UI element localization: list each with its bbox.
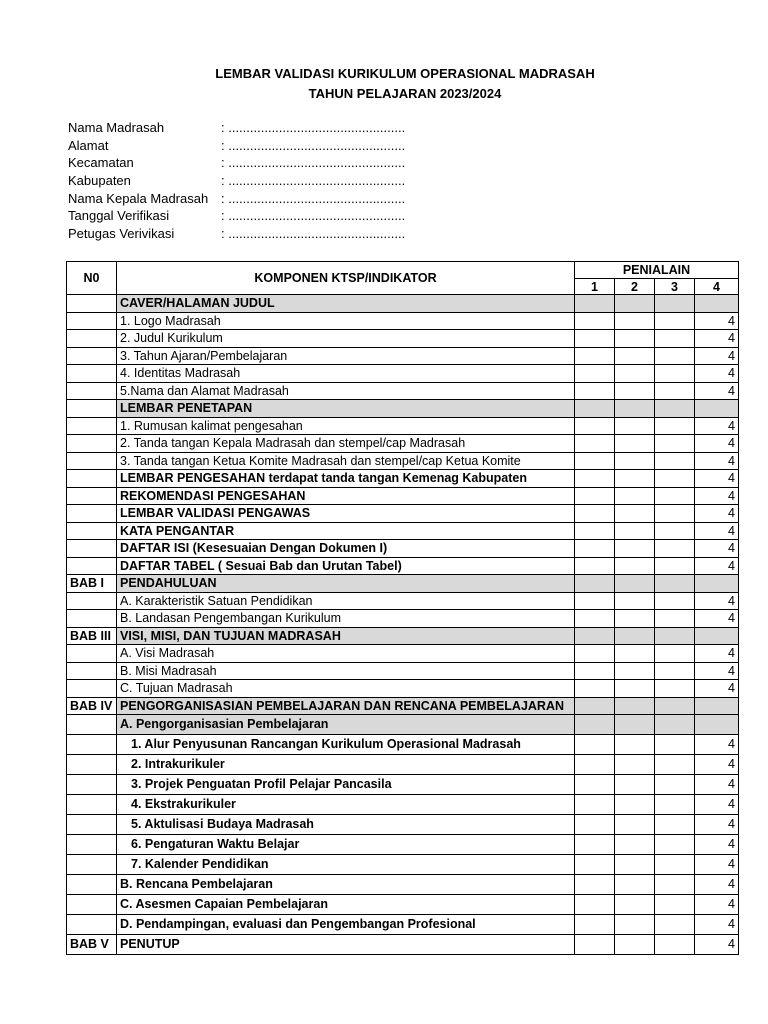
score-cell-4[interactable]: 4 (695, 755, 739, 775)
row-number-cell: BAB I (67, 575, 117, 593)
component-cell: C. Tujuan Madrasah (117, 680, 575, 698)
table-row (67, 735, 739, 755)
info-field-label: Kecamatan (68, 155, 134, 171)
table-row (67, 855, 739, 875)
document-title: LEMBAR VALIDASI KURIKULUM OPERASIONAL MADRASAH (215, 66, 595, 81)
score-cell-1[interactable] (575, 452, 615, 470)
component-cell: A. Visi Madrasah (117, 645, 575, 663)
score-cell-4[interactable] (695, 575, 739, 593)
score-cell-3[interactable] (655, 680, 695, 698)
table-row (67, 775, 739, 795)
score-cell-1[interactable] (575, 775, 615, 795)
score-cell-3[interactable] (655, 915, 695, 935)
info-field-value[interactable]: : ................................................. (221, 155, 406, 171)
row-number-cell (67, 855, 117, 875)
score-cell-1[interactable] (575, 487, 615, 505)
score-cell-3[interactable] (655, 875, 695, 895)
row-number-cell (67, 417, 117, 435)
score-cell-3[interactable] (655, 330, 695, 348)
table-row (67, 435, 739, 453)
column-header-penilaian: PENIALAIN (575, 262, 739, 279)
info-field-label: Nama Kepala Madrasah (68, 190, 209, 206)
score-cell-2[interactable] (615, 347, 655, 365)
score-cell-1[interactable] (575, 662, 615, 680)
score-cell-3[interactable] (655, 592, 695, 610)
score-cell-2[interactable] (615, 895, 655, 915)
score-cell-3[interactable] (655, 662, 695, 680)
table-row (67, 505, 739, 523)
table-row (67, 470, 739, 488)
component-cell: LEMBAR PENGESAHAN terdapat tanda tangan Kemenag Kabupaten (117, 470, 575, 488)
score-cell-1[interactable] (575, 435, 615, 453)
score-cell-4[interactable]: 4 (695, 435, 739, 453)
component-cell: C. Asesmen Capaian Pembelajaran (117, 895, 575, 915)
table-row (67, 400, 739, 418)
column-header-komponen: KOMPONEN KTSP/INDIKATOR (117, 262, 575, 295)
component-cell: 1. Rumusan kalimat pengesahan (117, 417, 575, 435)
score-cell-3[interactable] (655, 400, 695, 418)
row-number-cell (67, 452, 117, 470)
table-row (67, 347, 739, 365)
table-row (67, 487, 739, 505)
score-cell-3[interactable] (655, 795, 695, 815)
score-cell-2[interactable] (615, 935, 655, 955)
score-cell-1[interactable] (575, 835, 615, 855)
score-cell-4[interactable]: 4 (695, 645, 739, 663)
score-cell-3[interactable] (655, 487, 695, 505)
score-cell-3[interactable] (655, 365, 695, 383)
score-cell-2[interactable] (615, 312, 655, 330)
score-cell-2[interactable] (615, 735, 655, 755)
info-field-label: Alamat (68, 137, 109, 153)
score-cell-3[interactable] (655, 557, 695, 575)
table-row (67, 540, 739, 558)
score-cell-2[interactable] (615, 795, 655, 815)
score-cell-1[interactable] (575, 540, 615, 558)
row-number-cell (67, 330, 117, 348)
row-number-cell (67, 755, 117, 775)
table-row (67, 935, 739, 955)
component-cell: D. Pendampingan, evaluasi dan Pengembangan Profesional (117, 915, 575, 935)
table-row (67, 365, 739, 383)
score-cell-3[interactable] (655, 522, 695, 540)
score-cell-2[interactable] (615, 575, 655, 593)
row-number-cell (67, 895, 117, 915)
score-cell-4[interactable]: 4 (695, 795, 739, 815)
score-cell-1[interactable] (575, 365, 615, 383)
score-cell-4[interactable]: 4 (695, 610, 739, 628)
score-cell-4[interactable]: 4 (695, 452, 739, 470)
score-cell-3[interactable] (655, 815, 695, 835)
info-field-label: Kabupaten (68, 173, 131, 189)
component-cell: DAFTAR TABEL ( Sesuai Bab dan Urutan Tabel) (117, 557, 575, 575)
score-cell-2[interactable] (615, 645, 655, 663)
table-row (67, 592, 739, 610)
table-row (67, 627, 739, 645)
score-cell-4[interactable] (695, 400, 739, 418)
row-number-cell (67, 540, 117, 558)
score-cell-2[interactable] (615, 522, 655, 540)
score-cell-1[interactable] (575, 855, 615, 875)
info-field-value[interactable]: : ................................................. (221, 137, 406, 153)
score-cell-4[interactable]: 4 (695, 330, 739, 348)
component-cell: VISI, MISI, DAN TUJUAN MADRASAH (117, 627, 575, 645)
row-number-cell (67, 835, 117, 855)
score-cell-1[interactable] (575, 575, 615, 593)
score-cell-2[interactable] (615, 470, 655, 488)
score-cell-3[interactable] (655, 417, 695, 435)
score-cell-2[interactable] (615, 557, 655, 575)
row-number-cell (67, 680, 117, 698)
score-cell-1[interactable] (575, 715, 615, 735)
table-row (67, 312, 739, 330)
row-number-cell (67, 875, 117, 895)
score-cell-3[interactable] (655, 435, 695, 453)
score-cell-4[interactable]: 4 (695, 382, 739, 400)
score-cell-4[interactable]: 4 (695, 775, 739, 795)
row-number-cell (67, 735, 117, 755)
score-cell-1[interactable] (575, 382, 615, 400)
score-cell-4[interactable]: 4 (695, 875, 739, 895)
component-cell: CAVER/HALAMAN JUDUL (117, 295, 575, 313)
table-row (67, 662, 739, 680)
score-cell-1[interactable] (575, 735, 615, 755)
column-header-no: N0 (67, 262, 117, 295)
row-number-cell (67, 365, 117, 383)
component-cell: 5. Aktulisasi Budaya Madrasah (117, 815, 575, 835)
score-cell-1[interactable] (575, 470, 615, 488)
score-cell-3[interactable] (655, 645, 695, 663)
component-cell: B. Rencana Pembelajaran (117, 875, 575, 895)
row-number-cell (67, 312, 117, 330)
component-cell: LEMBAR PENETAPAN (117, 400, 575, 418)
table-row (67, 575, 739, 593)
component-cell: 3. Tanda tangan Ketua Komite Madrasah dan stempel/cap Ketua Komite (117, 452, 575, 470)
row-number-cell (67, 295, 117, 313)
score-cell-2[interactable] (615, 505, 655, 523)
score-cell-1[interactable] (575, 330, 615, 348)
score-cell-4[interactable]: 4 (695, 505, 739, 523)
table-row (67, 755, 739, 775)
score-cell-4[interactable]: 4 (695, 557, 739, 575)
info-field-value[interactable]: : ................................................. (221, 190, 406, 206)
score-cell-4[interactable]: 4 (695, 915, 739, 935)
component-cell: REKOMENDASI PENGESAHAN (117, 487, 575, 505)
score-cell-1[interactable] (575, 680, 615, 698)
table-row (67, 835, 739, 855)
row-number-cell (67, 662, 117, 680)
score-cell-4[interactable] (695, 295, 739, 313)
score-cell-1[interactable] (575, 645, 615, 663)
score-cell-1[interactable] (575, 935, 615, 955)
score-cell-2[interactable] (615, 435, 655, 453)
component-cell: A. Pengorganisasian Pembelajaran (117, 715, 575, 735)
info-field-label: Tanggal Verifikasi (68, 208, 170, 224)
score-cell-4[interactable]: 4 (695, 540, 739, 558)
score-cell-4[interactable]: 4 (695, 662, 739, 680)
row-number-cell (67, 487, 117, 505)
score-cell-1[interactable] (575, 347, 615, 365)
score-cell-1[interactable] (575, 895, 615, 915)
row-number-cell (67, 815, 117, 835)
row-number-cell (67, 610, 117, 628)
score-cell-3[interactable] (655, 935, 695, 955)
score-cell-3[interactable] (655, 775, 695, 795)
score-header-4: 4 (695, 279, 739, 295)
table-row (67, 610, 739, 628)
row-number-cell (67, 557, 117, 575)
score-cell-4[interactable]: 4 (695, 470, 739, 488)
component-cell: 4. Ekstrakurikuler (117, 795, 575, 815)
component-cell: KATA PENGANTAR (117, 522, 575, 540)
info-field-label: Petugas Verivikasi (68, 226, 175, 242)
score-cell-1[interactable] (575, 755, 615, 775)
score-cell-2[interactable] (615, 330, 655, 348)
score-cell-3[interactable] (655, 347, 695, 365)
score-cell-3[interactable] (655, 295, 695, 313)
component-cell: 2. Tanda tangan Kepala Madrasah dan stempel/cap Madrasah (117, 435, 575, 453)
table-row (67, 795, 739, 815)
row-number-cell (67, 522, 117, 540)
table-row (67, 680, 739, 698)
score-cell-1[interactable] (575, 697, 615, 715)
component-cell: 2. Intrakurikuler (117, 755, 575, 775)
score-cell-2[interactable] (615, 755, 655, 775)
component-cell: 3. Projek Penguatan Profil Pelajar Pancasila (117, 775, 575, 795)
score-cell-1[interactable] (575, 505, 615, 523)
row-number-cell (67, 470, 117, 488)
row-number-cell (67, 400, 117, 418)
score-cell-2[interactable] (615, 540, 655, 558)
score-cell-2[interactable] (615, 835, 655, 855)
table-row (67, 875, 739, 895)
score-cell-2[interactable] (615, 915, 655, 935)
score-cell-1[interactable] (575, 915, 615, 935)
score-cell-2[interactable] (615, 815, 655, 835)
score-cell-4[interactable]: 4 (695, 522, 739, 540)
row-number-cell (67, 592, 117, 610)
table-row (67, 645, 739, 663)
table-row (67, 452, 739, 470)
score-cell-1[interactable] (575, 312, 615, 330)
score-cell-4[interactable]: 4 (695, 815, 739, 835)
score-cell-3[interactable] (655, 312, 695, 330)
row-number-cell: BAB V (67, 935, 117, 955)
component-cell: A. Karakteristik Satuan Pendidikan (117, 592, 575, 610)
score-cell-1[interactable] (575, 295, 615, 313)
table-row (67, 915, 739, 935)
score-cell-1[interactable] (575, 610, 615, 628)
row-number-cell (67, 505, 117, 523)
component-cell: B. Misi Madrasah (117, 662, 575, 680)
score-cell-2[interactable] (615, 365, 655, 383)
score-cell-3[interactable] (655, 715, 695, 735)
score-cell-3[interactable] (655, 575, 695, 593)
table-row (67, 895, 739, 915)
table-row (67, 697, 739, 715)
component-cell: 1. Logo Madrasah (117, 312, 575, 330)
component-cell: 6. Pengaturan Waktu Belajar (117, 835, 575, 855)
component-cell: 7. Kalender Pendidikan (117, 855, 575, 875)
row-number-cell (67, 645, 117, 663)
info-field-value[interactable]: : ................................................. (221, 173, 406, 189)
score-cell-4[interactable]: 4 (695, 365, 739, 383)
score-cell-3[interactable] (655, 895, 695, 915)
score-cell-3[interactable] (655, 735, 695, 755)
score-cell-2[interactable] (615, 452, 655, 470)
score-cell-3[interactable] (655, 627, 695, 645)
score-cell-1[interactable] (575, 400, 615, 418)
score-cell-2[interactable] (615, 662, 655, 680)
score-cell-4[interactable]: 4 (695, 855, 739, 875)
score-cell-2[interactable] (615, 295, 655, 313)
row-number-cell (67, 435, 117, 453)
component-cell: B. Landasan Pengembangan Kurikulum (117, 610, 575, 628)
score-cell-2[interactable] (615, 610, 655, 628)
score-cell-1[interactable] (575, 875, 615, 895)
score-cell-3[interactable] (655, 505, 695, 523)
score-cell-3[interactable] (655, 382, 695, 400)
row-number-cell (67, 775, 117, 795)
score-cell-1[interactable] (575, 627, 615, 645)
score-cell-4[interactable] (695, 697, 739, 715)
component-cell: PENGORGANISASIAN PEMBELAJARAN DAN RENCANA PEMBELAJARAN (117, 697, 575, 715)
score-cell-4[interactable]: 4 (695, 347, 739, 365)
score-header-1: 1 (575, 279, 615, 295)
table-row (67, 815, 739, 835)
component-cell: 2. Judul Kurikulum (117, 330, 575, 348)
component-cell: DAFTAR ISI (Kesesuaian Dengan Dokumen I) (117, 540, 575, 558)
info-field-value[interactable]: : ................................................. (221, 208, 406, 224)
component-cell: PENDAHULUAN (117, 575, 575, 593)
score-cell-2[interactable] (615, 715, 655, 735)
score-cell-4[interactable]: 4 (695, 592, 739, 610)
row-number-cell: BAB III (67, 627, 117, 645)
component-cell: 3. Tahun Ajaran/Pembelajaran (117, 347, 575, 365)
score-cell-1[interactable] (575, 815, 615, 835)
score-cell-3[interactable] (655, 835, 695, 855)
score-cell-4[interactable]: 4 (695, 895, 739, 915)
score-header-3: 3 (655, 279, 695, 295)
table-row (67, 417, 739, 435)
score-cell-1[interactable] (575, 795, 615, 815)
score-cell-2[interactable] (615, 627, 655, 645)
score-cell-3[interactable] (655, 755, 695, 775)
info-field-value[interactable]: : ................................................. (221, 226, 406, 242)
score-header-2: 2 (615, 279, 655, 295)
score-cell-2[interactable] (615, 592, 655, 610)
score-cell-3[interactable] (655, 470, 695, 488)
score-cell-2[interactable] (615, 875, 655, 895)
component-cell: PENUTUP (117, 935, 575, 955)
table-row (67, 382, 739, 400)
score-cell-2[interactable] (615, 400, 655, 418)
score-cell-1[interactable] (575, 417, 615, 435)
score-cell-4[interactable]: 4 (695, 487, 739, 505)
score-cell-4[interactable]: 4 (695, 417, 739, 435)
score-cell-4[interactable]: 4 (695, 312, 739, 330)
table-row (67, 715, 739, 735)
score-cell-3[interactable] (655, 697, 695, 715)
component-cell: 4. Identitas Madrasah (117, 365, 575, 383)
score-cell-1[interactable] (575, 592, 615, 610)
score-cell-4[interactable]: 4 (695, 680, 739, 698)
score-cell-4[interactable] (695, 715, 739, 735)
score-cell-2[interactable] (615, 382, 655, 400)
score-cell-2[interactable] (615, 775, 655, 795)
validation-table (66, 261, 739, 955)
info-field-value[interactable]: : ................................................. (221, 120, 406, 135)
component-cell: LEMBAR VALIDASI PENGAWAS (117, 505, 575, 523)
row-number-cell (67, 382, 117, 400)
score-cell-3[interactable] (655, 855, 695, 875)
score-cell-2[interactable] (615, 417, 655, 435)
table-row (67, 557, 739, 575)
score-cell-2[interactable] (615, 697, 655, 715)
score-cell-1[interactable] (575, 557, 615, 575)
score-cell-1[interactable] (575, 522, 615, 540)
score-cell-2[interactable] (615, 680, 655, 698)
component-cell: 1. Alur Penyusunan Rancangan Kurikulum Operasional Madrasah (117, 735, 575, 755)
score-cell-4[interactable]: 4 (695, 835, 739, 855)
score-cell-2[interactable] (615, 855, 655, 875)
score-cell-3[interactable] (655, 452, 695, 470)
score-cell-3[interactable] (655, 610, 695, 628)
row-number-cell (67, 915, 117, 935)
score-cell-2[interactable] (615, 487, 655, 505)
score-cell-3[interactable] (655, 540, 695, 558)
info-field-label: Nama Madrasah (68, 120, 165, 135)
document-subtitle: TAHUN PELAJARAN 2023/2024 (308, 86, 502, 101)
row-number-cell (67, 715, 117, 735)
component-cell: 5.Nama dan Alamat Madrasah (117, 382, 575, 400)
score-cell-4[interactable]: 4 (695, 735, 739, 755)
score-cell-4[interactable]: 4 (695, 935, 739, 955)
row-number-cell: BAB IV (67, 697, 117, 715)
score-cell-4[interactable] (695, 627, 739, 645)
table-row (67, 295, 739, 313)
table-row (67, 330, 739, 348)
table-row (67, 522, 739, 540)
row-number-cell (67, 347, 117, 365)
row-number-cell (67, 795, 117, 815)
